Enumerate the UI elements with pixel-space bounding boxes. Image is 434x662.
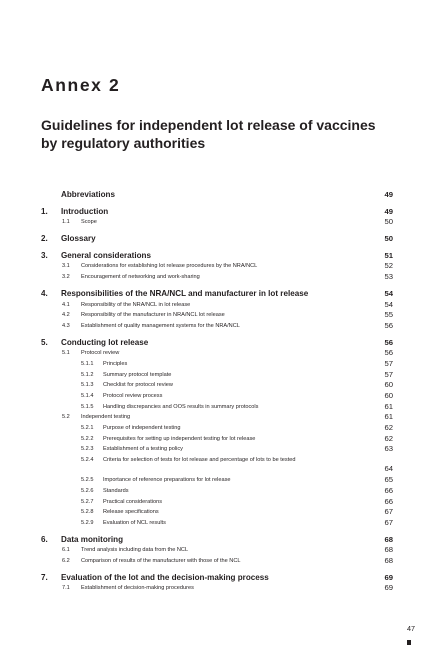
- toc-entry-number: 5.1.2: [81, 371, 94, 378]
- toc-entry-title: General considerations: [61, 250, 151, 260]
- toc-entry: [41, 507, 393, 518]
- toc-entry-title: Abbreviations: [61, 190, 115, 199]
- toc-entry-title: Evaluation of NCL results: [103, 519, 166, 526]
- toc-entry-number: 5.2.3: [81, 446, 94, 453]
- toc-entry-title: Practical considerations: [103, 498, 163, 505]
- toc-entry: [41, 207, 393, 218]
- toc-entry: [41, 434, 393, 445]
- document-title: Guidelines for independent lot release of vaccines by regulatory authorities: [41, 117, 376, 151]
- toc-entry-page: 62: [384, 433, 393, 443]
- toc-entry-page: 62: [384, 423, 393, 433]
- toc-entry-page: 68: [384, 545, 393, 555]
- toc-entry: [41, 455, 393, 475]
- toc-entry-title: Responsibility of the manufacturer in NRA/NCL lot release: [81, 312, 225, 319]
- toc-entry-title: Evaluation of the lot and the decision-making process: [61, 572, 269, 582]
- toc-entry-page: 51: [384, 250, 393, 260]
- toc-entry-page: 69: [384, 583, 393, 593]
- toc-entry-number: 4.3: [62, 322, 70, 329]
- toc-entry-page: 56: [384, 348, 393, 358]
- toc-entry-page: 61: [384, 412, 393, 422]
- toc-entry-title: Data monitoring: [61, 534, 124, 544]
- toc-entry: [41, 338, 393, 349]
- toc-entry-title: Comparison of results of the manufacturer with those of the NCL: [81, 557, 241, 564]
- toc-entry-number: 5.1.4: [81, 393, 94, 399]
- toc-entry-number: 5.2.2: [81, 435, 94, 442]
- toc-entry-number: 5.2.9: [81, 519, 94, 526]
- annex-heading: Annex 2: [41, 75, 121, 95]
- toc-entry-title: Introduction: [61, 206, 109, 216]
- toc-entry-number: 3.: [41, 250, 48, 260]
- toc-entry-number: 5.2.1: [81, 425, 94, 432]
- toc-entry-page: 56: [384, 320, 393, 330]
- toc-entry: [41, 412, 393, 423]
- toc-entry-title: Release specifications: [103, 509, 159, 516]
- toc-entry-number: 5.2.5: [81, 477, 94, 484]
- toc-entry-title: Independent testing: [81, 414, 131, 421]
- toc-entry: [41, 310, 393, 321]
- toc-entry-page: 55: [384, 310, 393, 320]
- toc-entry-number: 3.2: [62, 274, 70, 281]
- toc-entry-page: 68: [384, 534, 393, 544]
- table-of-contents: [41, 190, 393, 594]
- toc-entry: [41, 217, 393, 228]
- toc-entry: [41, 359, 393, 370]
- toc-entry: [41, 423, 393, 434]
- toc-entry-title: Criteria for selection of tests for lot release and percentage of lots to be tested: [103, 457, 296, 464]
- toc-entry-title: Handling discrepancies and OOS results in summary protocols: [103, 403, 259, 410]
- page-marker: [407, 640, 411, 645]
- toc-entry: [41, 234, 393, 245]
- toc-entry-number: 5.1: [62, 350, 70, 357]
- toc-entry: [41, 573, 393, 584]
- toc-entry: [41, 272, 393, 283]
- toc-entry-page: 61: [384, 401, 393, 411]
- toc-entry-page: 49: [384, 206, 393, 216]
- toc-entry-page: 66: [384, 496, 393, 506]
- toc-entry: [41, 348, 393, 359]
- toc-entry-title: Establishment of a testing policy: [103, 446, 183, 453]
- toc-entry-title: Importance of reference preparations for lot release: [103, 477, 231, 484]
- toc-entry-number: 5.2.6: [81, 487, 94, 494]
- toc-entry-title: Responsibilities of the NRA/NCL and manufacturer in lot release: [61, 288, 309, 298]
- toc-entry-title: Standards: [103, 487, 129, 494]
- toc-entry-number: 5.2.8: [81, 509, 94, 516]
- toc-entry-title: Protocol review process: [103, 393, 163, 399]
- toc-entry-title: Trend analysis including data from the NCL: [81, 547, 189, 554]
- toc-entry-number: 1.1: [62, 219, 70, 226]
- toc-entry-title: Conducting lot release: [61, 337, 149, 347]
- toc-entry: [41, 300, 393, 311]
- toc-entry-number: 5.1.3: [81, 382, 94, 389]
- toc-entry-page: 67: [384, 507, 393, 517]
- toc-entry-number: 5.: [41, 337, 48, 347]
- toc-entry-title: Checklist for protocol review: [103, 382, 173, 389]
- toc-entry: [41, 486, 393, 497]
- toc-entry-page: 68: [384, 555, 393, 565]
- toc-entry-number: 7.1: [62, 585, 70, 592]
- toc-entry: [41, 497, 393, 508]
- toc-entry-page: 65: [384, 475, 393, 485]
- toc-entry-page: 54: [384, 288, 393, 298]
- toc-entry: [41, 321, 393, 332]
- toc-entry: [41, 370, 393, 381]
- toc-entry-page: 60: [384, 391, 393, 400]
- toc-entry-title: Scope: [81, 219, 97, 226]
- toc-entry-number: 4.1: [62, 301, 70, 308]
- toc-entry-page: 52: [384, 261, 393, 271]
- toc-entry-page: 49: [384, 190, 393, 199]
- toc-entry-title: Protocol review: [81, 350, 120, 357]
- toc-entry: [41, 518, 393, 529]
- toc-entry-page: 64: [384, 464, 393, 474]
- toc-entry-page: 60: [384, 380, 393, 390]
- toc-entry-number: 1.: [41, 206, 48, 216]
- toc-entry: [41, 190, 393, 201]
- toc-entry: [41, 380, 393, 391]
- toc-entry-page: 69: [384, 572, 393, 582]
- toc-entry-title: Considerations for establishing lot release procedures by the NRA/NCL: [81, 263, 258, 270]
- toc-entry-title: Establishment of decision-making procedures: [81, 585, 194, 592]
- toc-entry-number: 4.2: [62, 312, 70, 319]
- page-number: 47: [407, 624, 415, 633]
- toc-entry: [41, 261, 393, 272]
- toc-entry-number: 6.2: [62, 557, 70, 564]
- toc-entry-title: Principles: [103, 360, 128, 367]
- toc-entry-title: Purpose of independent testing: [103, 425, 181, 432]
- toc-entry: [41, 402, 393, 413]
- toc-entry-number: 5.1.5: [81, 403, 94, 410]
- toc-entry-title: Encouragement of networking and work-sharing: [81, 274, 200, 281]
- toc-entry: [41, 444, 393, 455]
- toc-entry: [41, 535, 393, 546]
- toc-entry-number: 5.1.1: [81, 360, 94, 367]
- toc-entry-page: 56: [384, 337, 393, 347]
- toc-entry-page: 66: [384, 485, 393, 495]
- toc-entry-page: 57: [384, 369, 393, 379]
- toc-entry-number: 5.2.4: [81, 457, 94, 464]
- toc-entry-page: 63: [384, 444, 393, 454]
- toc-entry-number: 6.1: [62, 547, 70, 554]
- toc-entry-title: Responsibility of the NRA/NCL in lot release: [81, 301, 191, 308]
- toc-entry: [41, 545, 393, 556]
- toc-entry-page: 54: [384, 299, 393, 309]
- toc-entry: [41, 556, 393, 567]
- toc-entry-page: 57: [384, 358, 393, 368]
- toc-entry-number: 7.: [41, 572, 48, 582]
- toc-entry-title: Glossary: [61, 234, 96, 244]
- toc-entry: [41, 475, 393, 486]
- toc-entry-number: 3.1: [62, 263, 70, 270]
- toc-entry-page: 50: [384, 217, 393, 227]
- toc-entry: [41, 583, 393, 594]
- toc-entry-title: Summary protocol template: [103, 371, 172, 378]
- toc-entry: [41, 391, 393, 402]
- toc-entry-number: 4.: [41, 288, 48, 298]
- toc-entry: [41, 251, 393, 262]
- toc-entry-page: 67: [384, 517, 393, 527]
- toc-entry-number: 6.: [41, 534, 48, 544]
- toc-entry-number: 2.: [41, 234, 48, 244]
- toc-entry-number: 5.2.7: [81, 498, 94, 505]
- toc-entry-title: Establishment of quality management systems for the NRA/NCL: [81, 322, 240, 329]
- toc-entry: [41, 289, 393, 300]
- toc-entry-page: 50: [384, 234, 393, 244]
- toc-entry-page: 53: [384, 272, 393, 282]
- toc-entry-title: Prerequisites for setting up independent testing for lot release: [103, 435, 256, 442]
- toc-entry-number: 5.2: [62, 414, 70, 421]
